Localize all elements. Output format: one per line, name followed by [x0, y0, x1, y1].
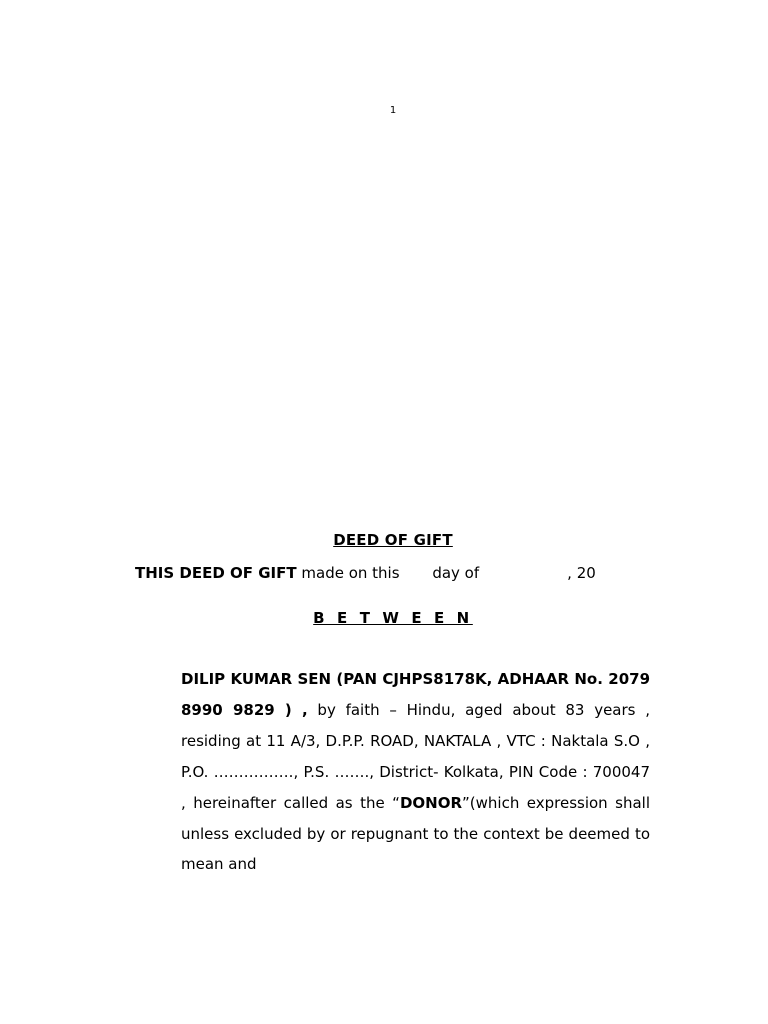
- page-number: 1: [389, 105, 397, 116]
- donor-paragraph: [181, 664, 650, 880]
- donor-role: DONOR: [399, 793, 462, 812]
- donor-continuation: ”(which expression shall unless excluded by or repugnant to the context be deemed to mean and: [181, 793, 650, 874]
- opening-lead: THIS DEED OF GIFT: [135, 564, 297, 582]
- between-heading: B E T W E E N: [313, 609, 473, 627]
- opening-line: [135, 564, 655, 582]
- deed-title: DEED OF GIFT: [333, 531, 453, 549]
- opening-made-on: made on this: [301, 564, 400, 582]
- opening-year: , 20: [567, 564, 596, 582]
- opening-day-of: day of: [432, 564, 480, 582]
- donor-name: DILIP KUMAR SEN (PAN CJHPS8178K, ADHAAR No. 2079 8990 9829 ) ,: [181, 670, 650, 719]
- donor-details: by faith – Hindu, aged about 83 years , residing at 11 A/3, D.P.P. ROAD, NAKTALA , VTC : Naktala S.O , P.O. ……………., P.S. ……., District- Kolkata, PIN Code : 700047 , hereinafter called as the “: [181, 700, 650, 812]
